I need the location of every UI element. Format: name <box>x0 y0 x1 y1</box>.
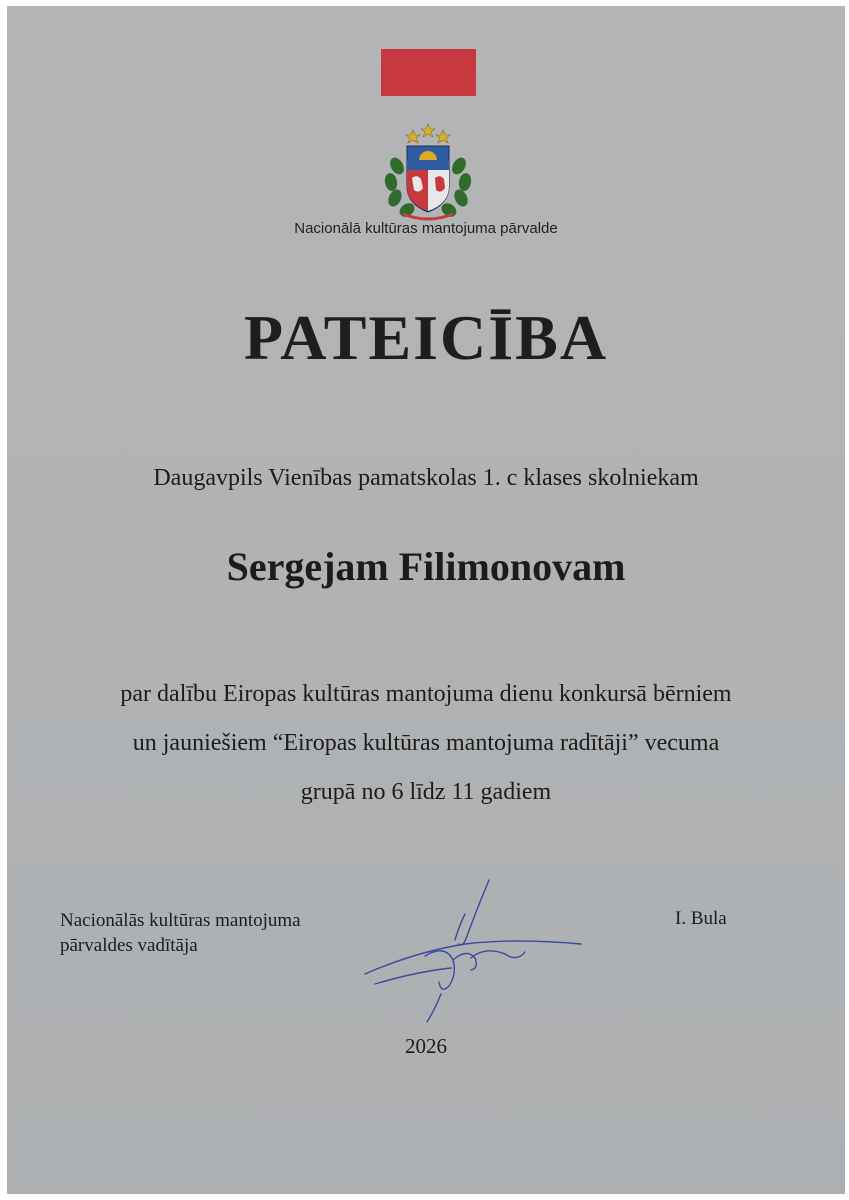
reason-line: grupā no 6 līdz 11 gadiem <box>300 779 552 805</box>
flag-bar <box>381 49 476 96</box>
latvian-coat-of-arms-icon <box>379 116 477 224</box>
recipient-name: Sergejam Filimonovam <box>226 544 626 589</box>
certificate-year: 2026 <box>405 1034 447 1058</box>
recipient-description: Daugavpils Vienības pamatskolas 1. c klases skolniekam <box>153 465 699 491</box>
signer-name: I. Bula <box>675 908 727 929</box>
handwritten-signature-icon <box>355 874 585 1024</box>
signer-position-line: pārvaldes vadītāja <box>60 935 198 956</box>
reason-line: par dalību Eiropas kultūras mantojuma dienu konkursā bērniem <box>120 681 732 707</box>
award-reason <box>37 670 815 817</box>
organization-name: Nacionālā kultūras mantojuma pārvalde <box>294 220 558 237</box>
certificate-page <box>7 6 845 1194</box>
signer-position <box>60 908 380 958</box>
signer-position-line: Nacionālās kultūras mantojuma <box>60 910 301 931</box>
certificate-title: PATEICĪBA <box>243 302 609 373</box>
reason-line: un jauniešiem “Eiropas kultūras mantojuma radītāji” vecuma <box>132 730 720 756</box>
